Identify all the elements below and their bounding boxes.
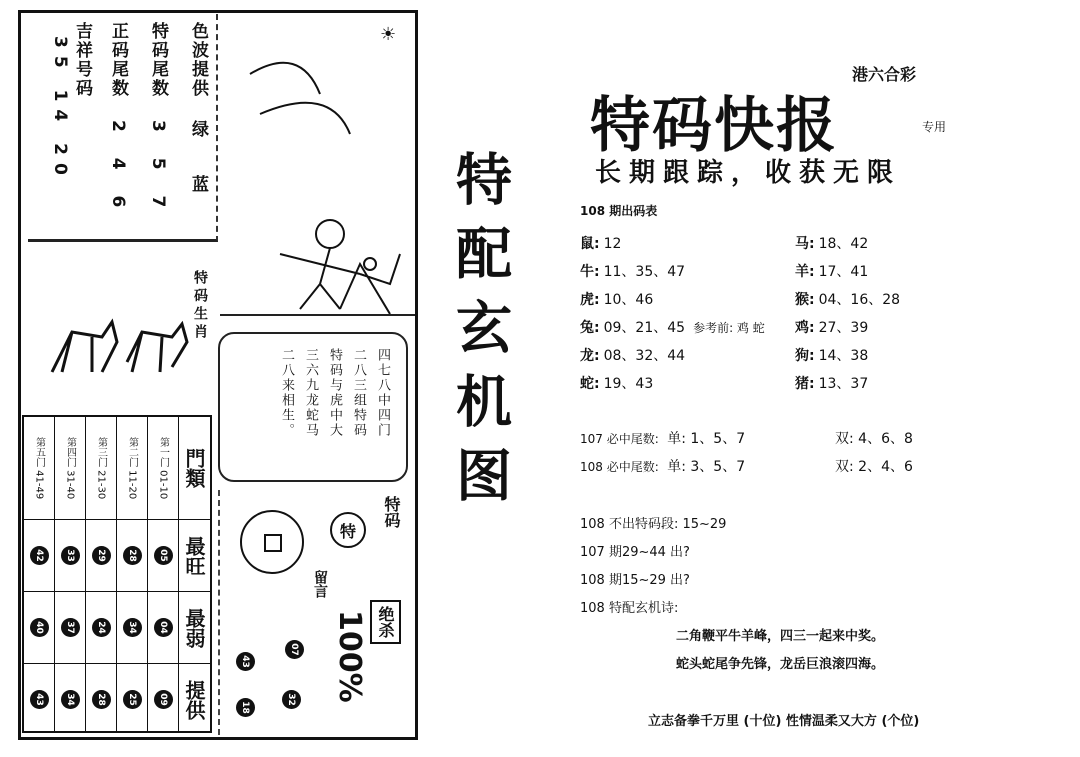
zodiac-row: 虎: 10、46 bbox=[580, 292, 654, 308]
note-1: 108 不出特码段: 15~29 bbox=[580, 517, 727, 532]
poem-line-1: 二角鞭平牛羊峰，四三一起来中奖。 bbox=[676, 629, 885, 644]
info-col-tail-special: 特码尾数 3 5 7 bbox=[148, 22, 168, 218]
footer-text: 立志备拳千万里 (十位) 性情温柔又大方 (个位) bbox=[648, 714, 920, 729]
poem-line: 特码与虎中大 bbox=[327, 348, 342, 438]
zodiac-note: 参考前: 鸡 蛇 bbox=[693, 321, 765, 335]
stamp-text-1: 特码 bbox=[382, 496, 401, 528]
zodiac-row: 牛: 11、35、47 bbox=[580, 264, 686, 280]
logo-small: 港六合彩 bbox=[852, 65, 917, 84]
tail-108: 108 必中尾数: 单: 3、5、7 bbox=[580, 459, 746, 475]
sun-icon: ☀ bbox=[380, 24, 397, 45]
poem-line: 三六九龙蛇马 bbox=[303, 348, 318, 438]
zodiac-row: 猴: 04、16、28 bbox=[795, 292, 901, 308]
stamp-circle: 特 bbox=[330, 512, 366, 548]
tail-107-double: 双: 4、6、8 bbox=[835, 431, 913, 447]
stamp-percent: 100% bbox=[332, 610, 367, 703]
poem-line-2: 蛇头蛇尾争先锋，龙岳巨浪滚四海。 bbox=[676, 657, 885, 672]
note-2: 107 期29~44 出? bbox=[580, 545, 690, 560]
table-header: 最弱 bbox=[182, 607, 206, 648]
logo-main: 特码快报 bbox=[590, 91, 838, 161]
number-ball: 04 bbox=[154, 618, 173, 637]
table-title: 108 期出码表 bbox=[580, 204, 658, 218]
door-table bbox=[22, 415, 212, 733]
coin-icon bbox=[240, 510, 304, 574]
number-ball: 37 bbox=[61, 618, 80, 637]
zodiac-row: 龙: 08、32、44 bbox=[580, 348, 686, 364]
stamp-kill: 绝杀 bbox=[370, 600, 401, 644]
stamp-ball: 43 bbox=[236, 652, 255, 671]
door-label: 第一门 01-10 bbox=[157, 436, 169, 500]
note-3: 108 期15~29 出? bbox=[580, 573, 690, 588]
stamp-box bbox=[218, 490, 414, 735]
animal-illustration bbox=[32, 312, 192, 392]
zodiac-row: 狗: 14、38 bbox=[795, 348, 869, 364]
number-ball: 34 bbox=[61, 690, 80, 709]
table-header-column bbox=[179, 417, 210, 731]
cartoon-scene bbox=[220, 14, 415, 316]
number-ball: 43 bbox=[30, 690, 49, 709]
table-header: 最旺 bbox=[182, 535, 206, 576]
zodiac-row: 猪: 13、37 bbox=[795, 376, 869, 392]
zodiac-row: 兔: 09、21、45 参考前: 鸡 蛇 bbox=[580, 320, 765, 336]
zodiac-row: 鸡: 27、39 bbox=[795, 320, 869, 336]
table-header: 門類 bbox=[182, 448, 206, 488]
number-ball: 34 bbox=[123, 618, 142, 637]
number-ball: 09 bbox=[154, 690, 173, 709]
vertical-title: 特配玄机图 bbox=[447, 150, 513, 520]
animal-caption: 特码生肖 bbox=[192, 270, 208, 342]
info-col-tail-normal: 正码尾数 2 4 6 bbox=[108, 22, 128, 218]
info-col-lucky: 吉祥号码 35 14 20 bbox=[50, 22, 92, 183]
slogan: 长期跟踪，收获无限 bbox=[595, 158, 902, 188]
tail-108-double: 双: 2、4、6 bbox=[835, 459, 913, 475]
tail-107: 107 必中尾数: 单: 1、5、7 bbox=[580, 431, 746, 447]
poem-line: 二八来相生。 bbox=[279, 348, 294, 438]
door-label: 第三门 21-30 bbox=[95, 436, 107, 500]
stamp-ball: 07 bbox=[285, 640, 304, 659]
number-ball: 40 bbox=[30, 618, 49, 637]
number-ball: 28 bbox=[92, 690, 111, 709]
door-label: 第四门 31-40 bbox=[64, 436, 76, 500]
info-box bbox=[28, 14, 218, 242]
zodiac-row: 马: 18、42 bbox=[795, 236, 869, 252]
stamp-ball: 18 bbox=[236, 698, 255, 717]
poem-line: 二八三组特码 bbox=[351, 348, 366, 438]
door-row bbox=[148, 417, 179, 731]
door-label: 第二门 11-20 bbox=[126, 436, 138, 500]
poem-line: 四七八中四门 bbox=[375, 348, 390, 438]
animal-box bbox=[22, 252, 217, 402]
stamp-ball: 32 bbox=[282, 690, 301, 709]
note-4: 108 特配玄机诗: bbox=[580, 601, 679, 616]
poem-box bbox=[218, 332, 408, 482]
number-ball: 24 bbox=[92, 618, 111, 637]
stamp-text-2: 留言 bbox=[312, 570, 328, 598]
number-ball: 29 bbox=[92, 546, 111, 565]
zodiac-row: 蛇: 19、43 bbox=[580, 376, 654, 392]
number-ball: 33 bbox=[61, 546, 80, 565]
scene-illustration bbox=[240, 34, 410, 314]
logo-stamp: 专用 bbox=[922, 120, 947, 134]
door-row bbox=[55, 417, 86, 731]
number-ball: 28 bbox=[123, 546, 142, 565]
zodiac-row: 鼠: 12 bbox=[580, 236, 622, 252]
door-row bbox=[86, 417, 117, 731]
door-row bbox=[24, 417, 55, 731]
table-header: 提供 bbox=[182, 679, 206, 720]
door-label: 第五门 41-49 bbox=[33, 436, 45, 500]
number-ball: 05 bbox=[154, 546, 173, 565]
door-row bbox=[117, 417, 148, 731]
info-col-color: 色波提供 绿 蓝 bbox=[188, 22, 208, 194]
number-ball: 25 bbox=[123, 690, 142, 709]
number-ball: 42 bbox=[30, 546, 49, 565]
zodiac-row: 羊: 17、41 bbox=[795, 264, 869, 280]
